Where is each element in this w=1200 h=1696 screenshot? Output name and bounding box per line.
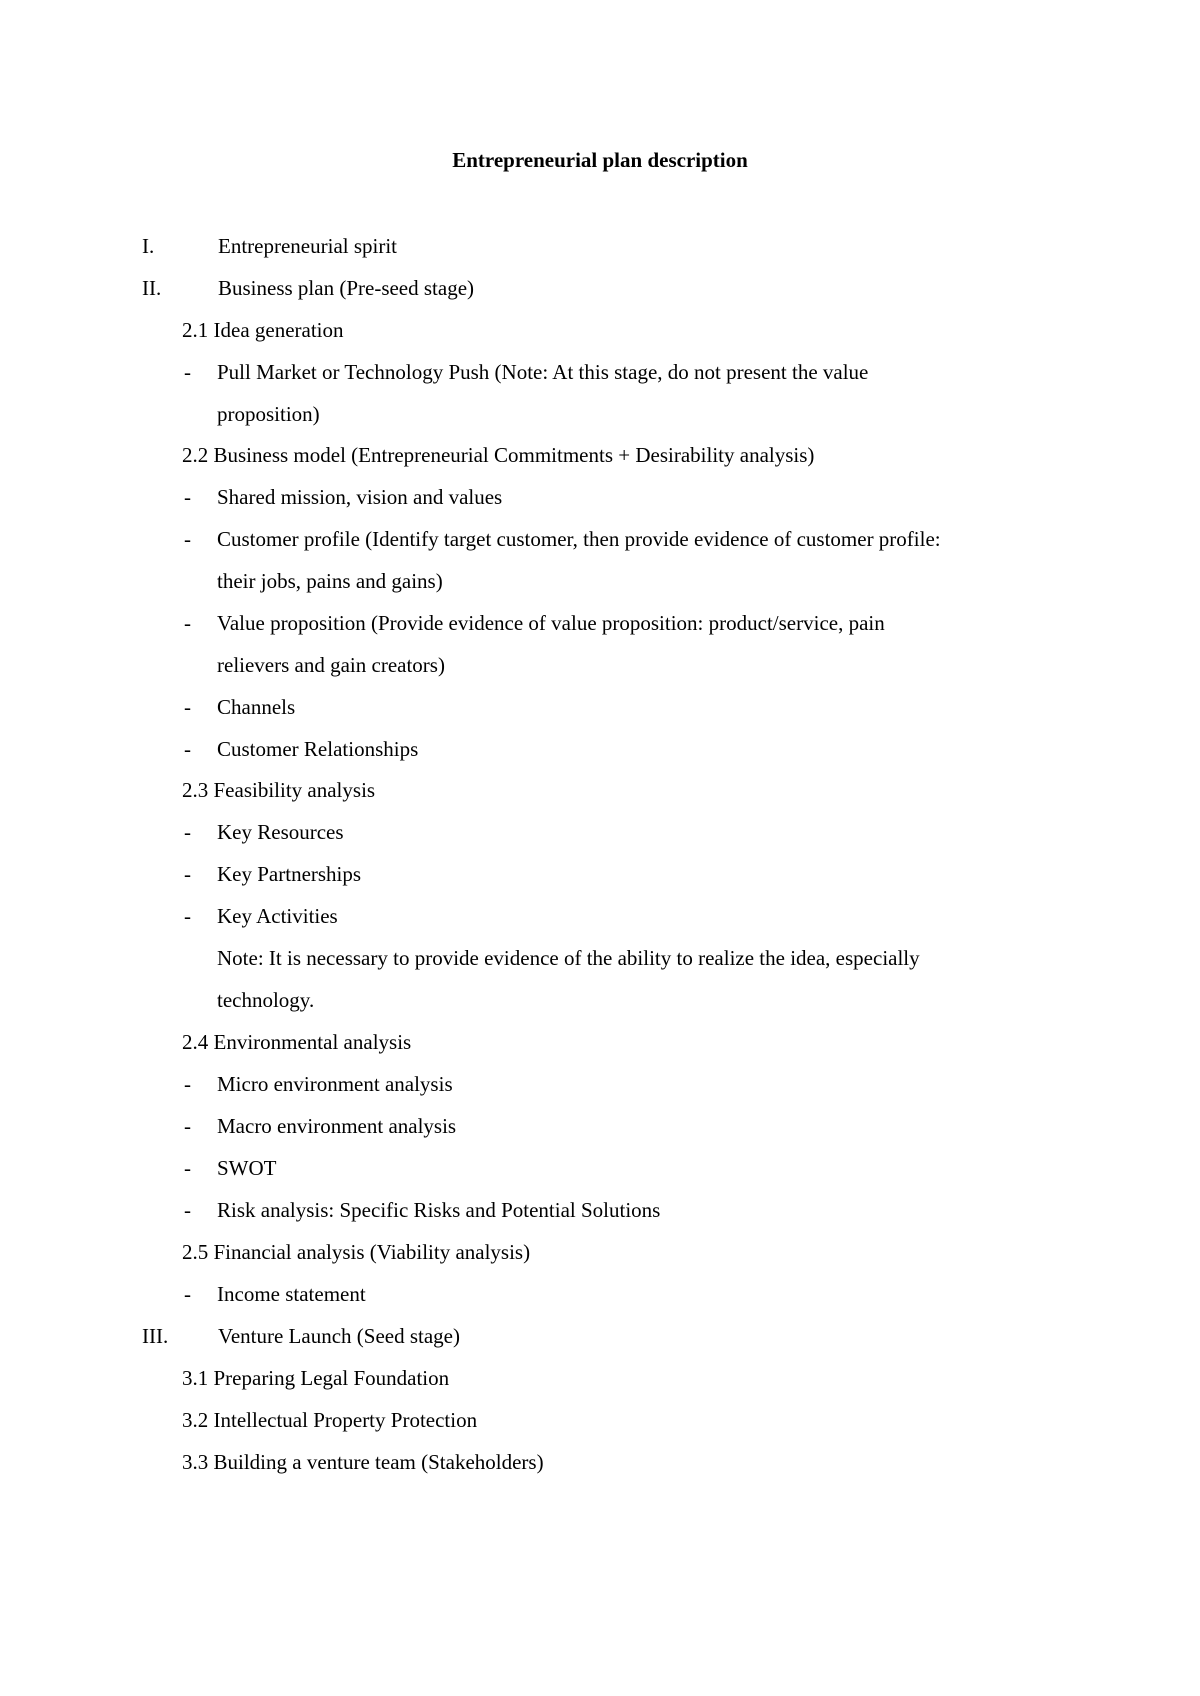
bullet-text: Customer profile (Identify target customer, then provide evidence of customer profile: <box>217 527 941 551</box>
subsection-2-2: 2.2 Business model (Entrepreneurial Commitments + Desirability analysis) <box>182 443 815 467</box>
section-title-2: Business plan (Pre-seed stage) <box>218 276 475 300</box>
bullet-text: Pull Market or Technology Push (Note: At this stage, do not present the value <box>217 360 869 384</box>
bullet-dash: - <box>184 1198 191 1222</box>
subsection-2-1: 2.1 Idea generation <box>182 318 344 342</box>
bullet-text: Shared mission, vision and values <box>217 485 503 509</box>
subsection-3-2: 3.2 Intellectual Property Protection <box>182 1408 478 1432</box>
bullet-text-continued: proposition) <box>217 402 320 426</box>
bullet-text: Key Activities <box>217 904 338 928</box>
bullet-dash: - <box>184 1282 191 1306</box>
bullet-text: Key Resources <box>217 820 344 844</box>
section-title-3: Venture Launch (Seed stage) <box>218 1324 460 1348</box>
bullet-dash: - <box>184 485 191 509</box>
bullet-text-continued: relievers and gain creators) <box>217 653 445 677</box>
section-title-1: Entrepreneurial spirit <box>218 234 398 258</box>
bullet-dash: - <box>184 611 191 635</box>
section-numeral-3: III. <box>142 1324 169 1348</box>
bullet-text: Micro environment analysis <box>217 1072 453 1096</box>
section-numeral-1: I. <box>142 234 155 258</box>
subsection-2-5: 2.5 Financial analysis (Viability analysis) <box>182 1240 531 1264</box>
subsection-2-3: 2.3 Feasibility analysis <box>182 778 376 802</box>
subsection-2-4: 2.4 Environmental analysis <box>182 1030 412 1054</box>
bullet-dash: - <box>184 1114 191 1138</box>
bullet-text: Key Partnerships <box>217 862 362 886</box>
bullet-text: Income statement <box>217 1282 366 1306</box>
bullet-dash: - <box>184 695 191 719</box>
bullet-dash: - <box>184 1072 191 1096</box>
bullet-text-continued: their jobs, pains and gains) <box>217 569 443 593</box>
bullet-dash: - <box>184 904 191 928</box>
bullet-text: Macro environment analysis <box>217 1114 457 1138</box>
document-title: Entrepreneurial plan description <box>452 148 748 172</box>
bullet-dash: - <box>184 737 191 761</box>
bullet-text: Customer Relationships <box>217 737 419 761</box>
bullet-text: Risk analysis: Specific Risks and Potential Solutions <box>217 1198 661 1222</box>
bullet-text: SWOT <box>217 1156 277 1180</box>
bullet-dash: - <box>184 820 191 844</box>
bullet-dash: - <box>184 1156 191 1180</box>
note-text-continued: technology. <box>217 988 315 1012</box>
bullet-dash: - <box>184 527 191 551</box>
bullet-dash: - <box>184 360 191 384</box>
subsection-3-3: 3.3 Building a venture team (Stakeholders) <box>182 1450 544 1474</box>
bullet-text: Value proposition (Provide evidence of value proposition: product/service, pain <box>217 611 885 635</box>
bullet-dash: - <box>184 862 191 886</box>
section-numeral-2: II. <box>142 276 162 300</box>
subsection-3-1: 3.1 Preparing Legal Foundation <box>182 1366 450 1390</box>
note-text: Note: It is necessary to provide evidence of the ability to realize the idea, especially <box>217 946 920 970</box>
bullet-text: Channels <box>217 695 296 719</box>
